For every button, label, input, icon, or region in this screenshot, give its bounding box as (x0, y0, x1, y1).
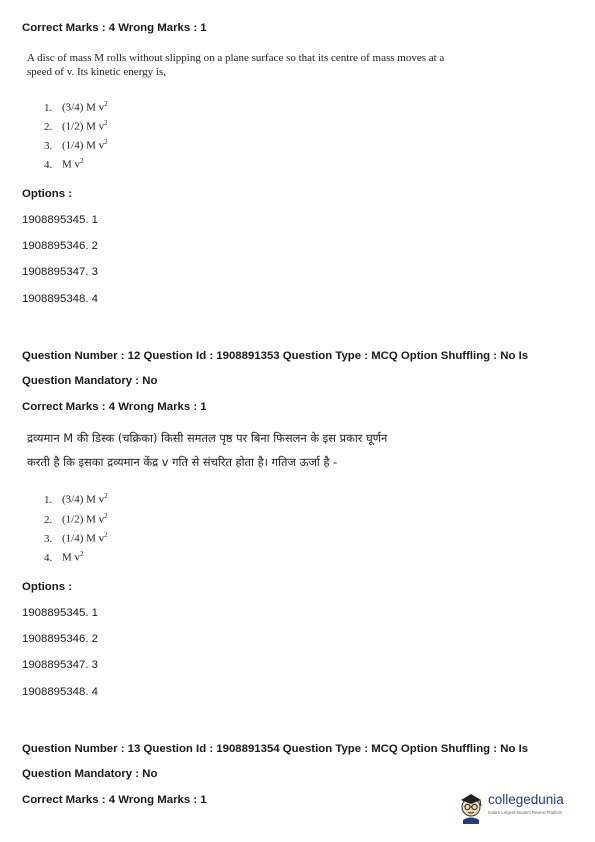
answer-choice: 4. M $v^2$ (44, 157, 84, 171)
option-id: 1908895348. 4 (22, 686, 99, 698)
marks-line: Correct Marks : 4 Wrong Marks : 1 (22, 22, 207, 34)
question-header: Question Number : 13 Question Id : 1908891354 Question Type : MCQ Option Shuffling : No Is (22, 743, 529, 755)
question-text-line: A disc of mass M rolls without slipping on a plane surface so that its centre of mass moves at a (27, 52, 445, 64)
answer-choice: 3. (1/4) M $v^2$ (44, 138, 108, 152)
collegedunia-logo[interactable] (456, 790, 586, 824)
option-id: 1908895348. 4 (22, 293, 99, 305)
option-id: 1908895347. 3 (22, 659, 99, 671)
options-label: Options : (22, 188, 72, 200)
question-header: Question Mandatory : No (22, 375, 158, 387)
answer-choice: 4. M $v^2$ (44, 550, 84, 564)
answer-choice: 3. (1/4) M $v^2$ (44, 531, 108, 545)
option-id: 1908895346. 2 (22, 633, 99, 645)
student-mascot-icon (456, 790, 486, 824)
answer-choice: 1. (3/4) M $v^2$ (44, 100, 108, 114)
marks-line: Correct Marks : 4 Wrong Marks : 1 (22, 401, 207, 413)
marks-line: Correct Marks : 4 Wrong Marks : 1 (22, 794, 207, 806)
answer-choice: 1. (3/4) M $v^2$ (44, 492, 108, 506)
option-id: 1908895345. 1 (22, 214, 99, 226)
question-header: Question Mandatory : No (22, 768, 158, 780)
logo-tagline: India's Largest Student Review Platform (488, 810, 563, 815)
answer-choice: 2. (1/2) M $v^2$ (44, 119, 108, 133)
option-id: 1908895345. 1 (22, 607, 99, 619)
option-id: 1908895346. 2 (22, 240, 99, 252)
options-label: Options : (22, 581, 72, 593)
question-text-line: करती है कि इसका द्रव्यमान केंद्र v गति से संचरित होता है। गतिज ऊर्जा है - (27, 455, 338, 469)
option-id: 1908895347. 3 (22, 266, 99, 278)
answer-choice: 2. (1/2) M $v^2$ (44, 512, 108, 526)
question-header: Question Number : 12 Question Id : 1908891353 Question Type : MCQ Option Shuffling : No Is (22, 350, 529, 362)
question-text-line: द्रव्यमान M की डिस्क (चक्रिका) किसी समतल पृष्ठ पर बिना फिसलन के इस प्रकार घूर्णन (27, 431, 388, 445)
question-text-line: speed of v. Its kinetic energy is, (27, 66, 166, 78)
logo-wordmark: collegedunia (488, 792, 564, 807)
